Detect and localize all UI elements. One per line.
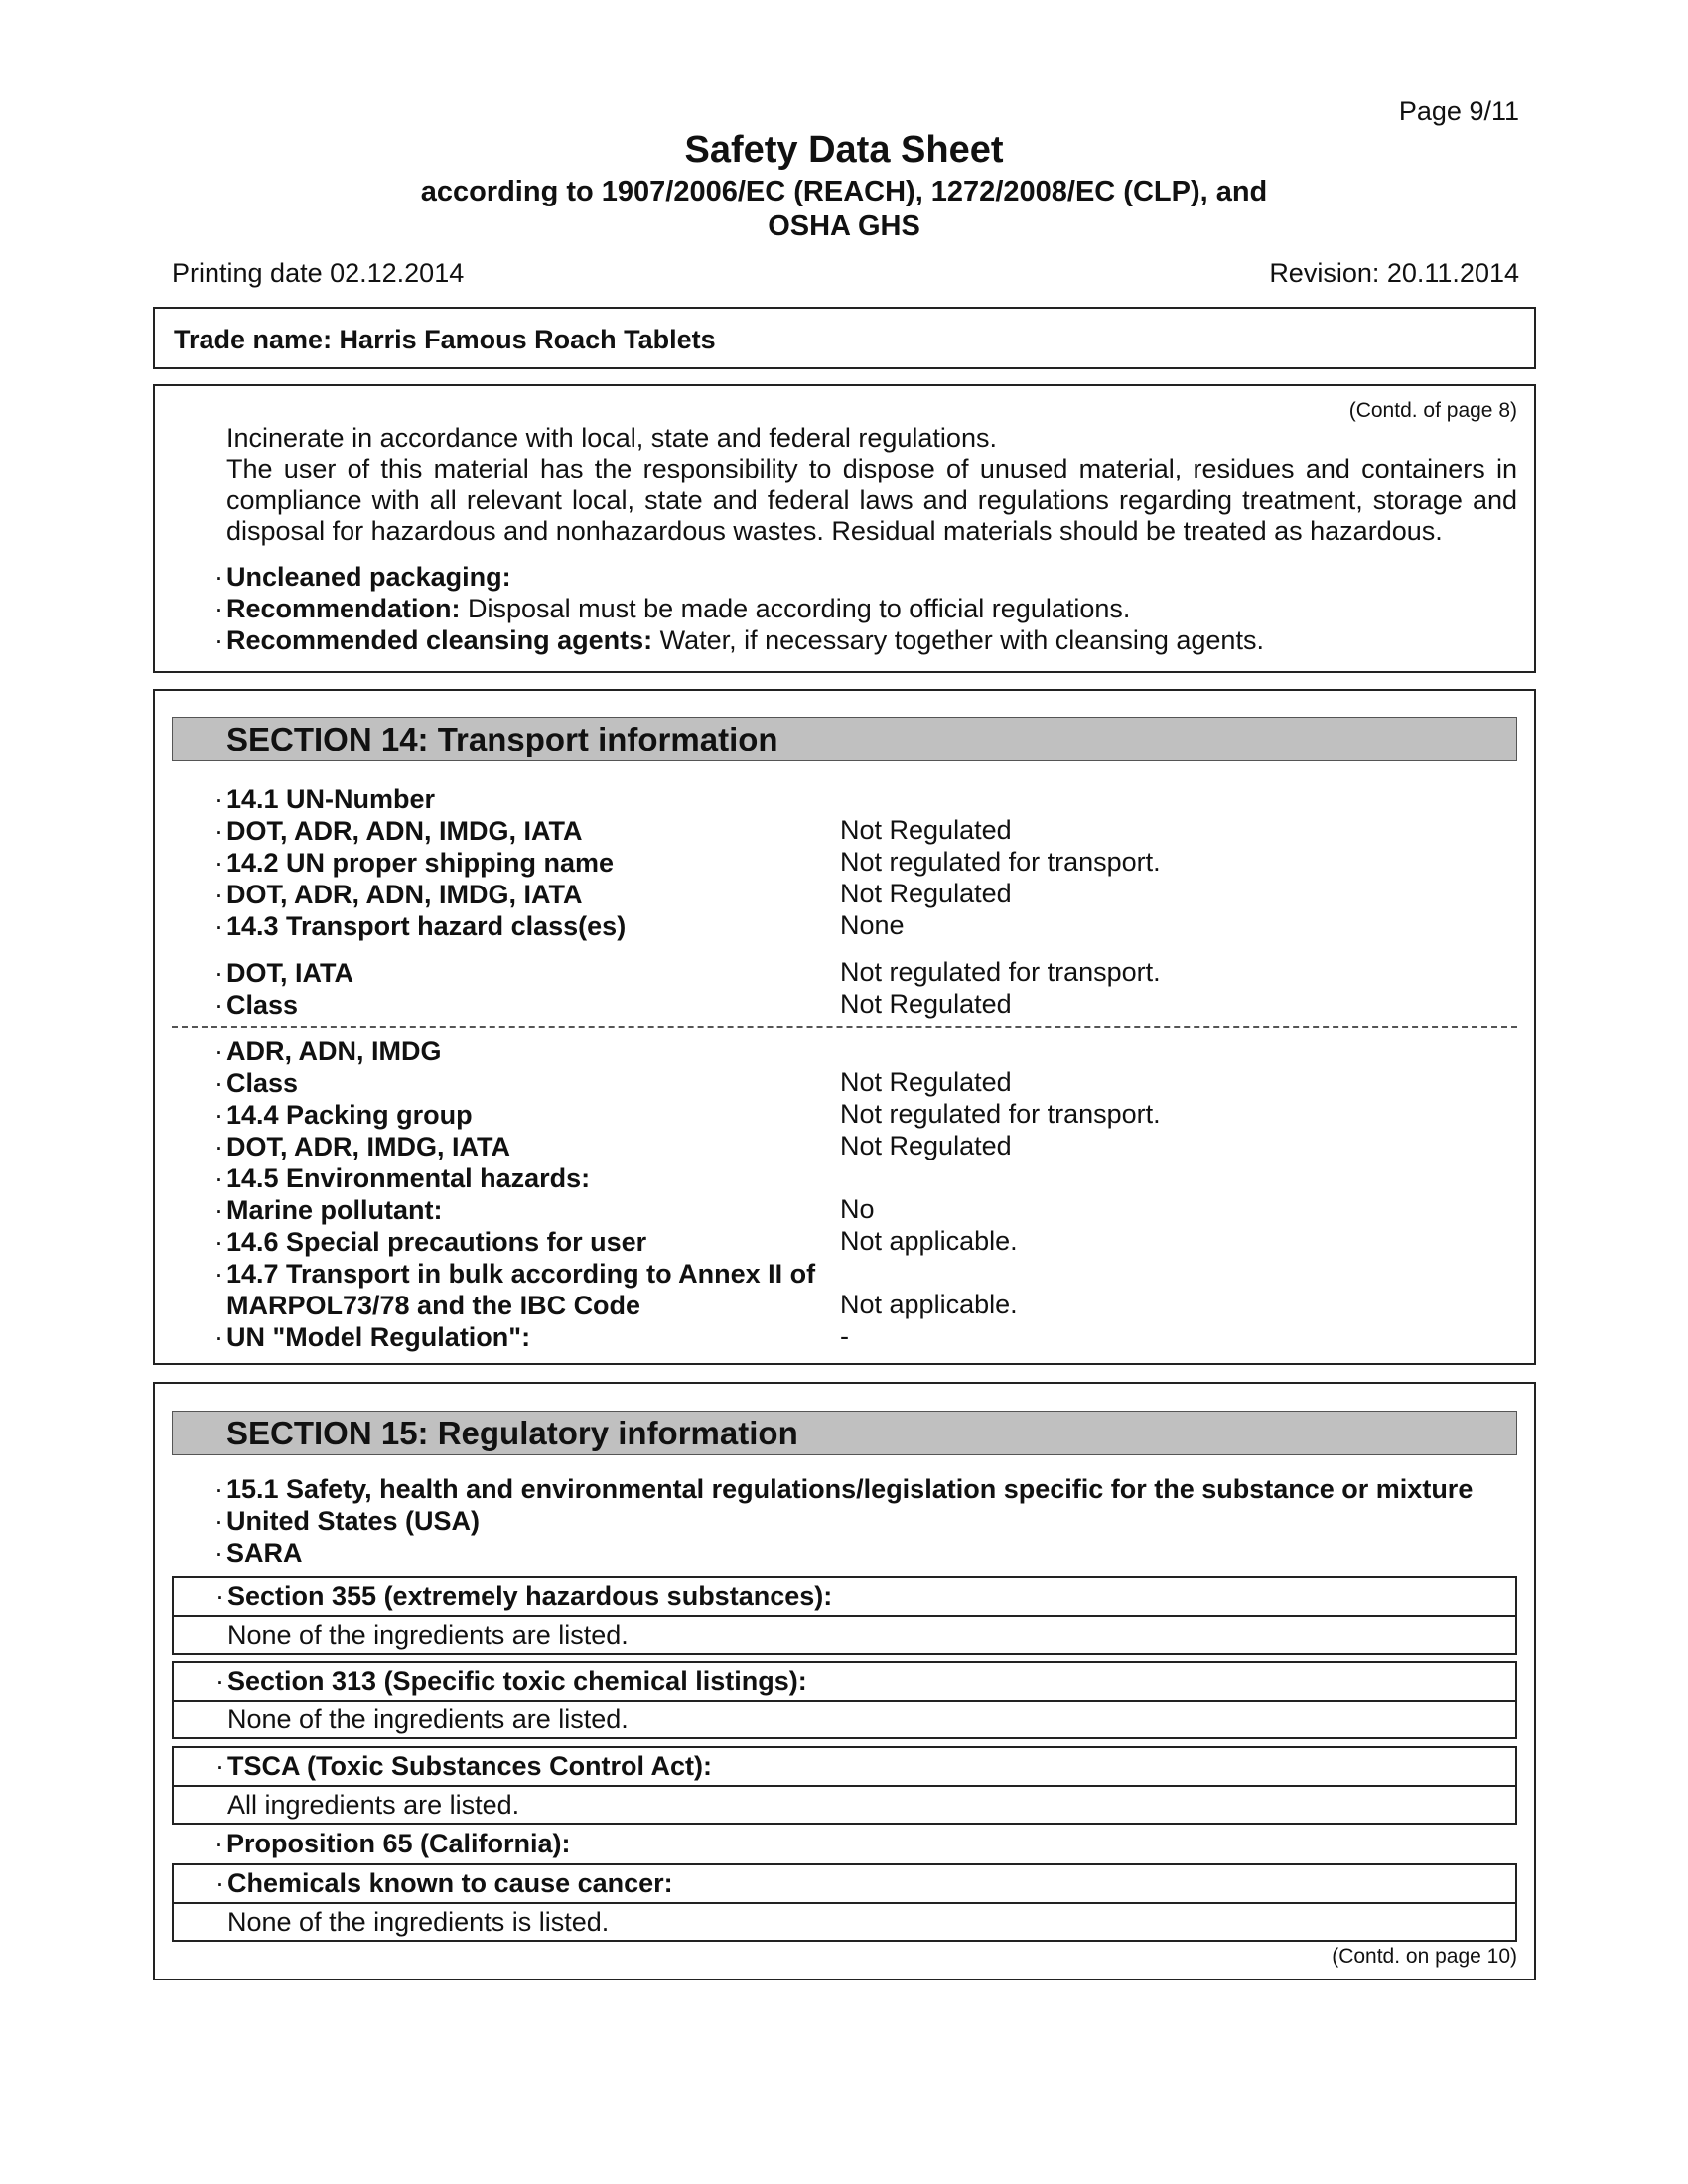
- prop65-heading: [214, 1828, 571, 1859]
- revision-date: Revision: 20.11.2014: [1269, 258, 1519, 288]
- bullet: ·: [214, 594, 223, 623]
- section-13-continuation: [153, 384, 1536, 673]
- transport-row-value: Not Regulated: [840, 1131, 1012, 1160]
- section-14-box: [153, 689, 1536, 1365]
- section-355-label: Section 355 (extremely hazardous substances):: [227, 1581, 833, 1611]
- transport-row-label: [214, 1035, 442, 1067]
- bullet: ·: [215, 1666, 224, 1696]
- transport-row-label: [226, 1290, 640, 1321]
- bullet: ·: [214, 1068, 223, 1098]
- transport-label: 14.1 UN-Number: [226, 784, 436, 814]
- transport-label: DOT, ADR, ADN, IMDG, IATA: [226, 880, 583, 909]
- contd-of-page: (Contd. of page 8): [1348, 399, 1517, 422]
- document-title: Safety Data Sheet: [684, 129, 1004, 171]
- bullet: ·: [214, 1259, 223, 1289]
- bullet: ·: [215, 1868, 224, 1898]
- tsca-box: [172, 1746, 1517, 1825]
- bullet: ·: [214, 625, 223, 655]
- section-313-value: None of the ingredients are listed.: [227, 1705, 629, 1734]
- tsca-label: TSCA (Toxic Substances Control Act):: [227, 1751, 713, 1781]
- section-15-box: [153, 1382, 1536, 1980]
- trade-name-box: [153, 307, 1536, 369]
- transport-row-label: [214, 1162, 591, 1194]
- section-313-label: Section 313 (Specific toxic chemical listings):: [227, 1666, 807, 1696]
- contd-on-page: (Contd. on page 10): [1332, 1945, 1517, 1968]
- transport-row-label: [214, 910, 627, 942]
- bullet: ·: [214, 1538, 223, 1568]
- transport-label: 14.6 Special precautions for user: [226, 1227, 647, 1257]
- disposal-text-2: The user of this material has the responsibility to dispose of unused material, residues and containers in compliance with all relevant local, state and federal laws and regulations regarding treatment, storage and disposal for hazardous and nonhazardous wastes. Residual materials should be treated as hazardous.: [226, 454, 1517, 546]
- page-number: Page 9/11: [1398, 96, 1519, 126]
- sara-heading: [214, 1537, 303, 1569]
- bullet: ·: [214, 1163, 223, 1193]
- uncleaned-label: Uncleaned packaging:: [226, 562, 511, 592]
- transport-label: 14.3 Transport hazard class(es): [226, 911, 627, 941]
- bullet: ·: [214, 1474, 223, 1504]
- transport-row-label: [214, 957, 353, 989]
- trade-name: Trade name: Harris Famous Roach Tablets: [174, 325, 716, 354]
- prop65-label: Proposition 65 (California):: [226, 1829, 571, 1858]
- document-subtitle-2: OSHA GHS: [768, 210, 920, 242]
- transport-label: 14.4 Packing group: [226, 1100, 473, 1130]
- transport-label: ADR, ADN, IMDG: [226, 1036, 442, 1066]
- transport-row-label: [214, 1321, 531, 1353]
- transport-row-value: None: [840, 910, 905, 940]
- section-15-header: SECTION 15: Regulatory information: [172, 1411, 1517, 1455]
- transport-label: DOT, IATA: [226, 958, 353, 988]
- recommendation-label: Recommendation:: [226, 594, 461, 623]
- transport-row-label: [214, 1131, 510, 1162]
- transport-label: 14.7 Transport in bulk according to Annex II of: [226, 1259, 816, 1289]
- recommendation: [214, 593, 1131, 624]
- transport-row-value: Not Regulated: [840, 1067, 1012, 1097]
- transport-label: Marine pollutant:: [226, 1195, 443, 1225]
- bullet: ·: [214, 1506, 223, 1536]
- transport-row-value: Not Regulated: [840, 989, 1012, 1019]
- recommendation-value: Disposal must be made according to official regulations.: [460, 594, 1131, 623]
- bullet: ·: [214, 562, 223, 592]
- bullet: ·: [214, 816, 223, 846]
- transport-row-label: [214, 1226, 647, 1258]
- bullet: ·: [214, 958, 223, 988]
- transport-label: Class: [226, 1068, 299, 1098]
- cancer-box: [172, 1863, 1517, 1942]
- usa-heading: [214, 1505, 481, 1537]
- transport-row-value: Not regulated for transport.: [840, 957, 1161, 987]
- transport-label: UN "Model Regulation":: [226, 1322, 531, 1352]
- transport-label: Class: [226, 990, 299, 1020]
- bullet: ·: [214, 1227, 223, 1257]
- cleansing-agents-label: Recommended cleansing agents:: [226, 625, 653, 655]
- section-355-value: None of the ingredients are listed.: [227, 1620, 629, 1650]
- transport-row-label: [214, 847, 615, 879]
- bullet: ·: [214, 911, 223, 941]
- transport-label: 14.2 UN proper shipping name: [226, 848, 615, 878]
- regulations-label: 15.1 Safety, health and environmental regulations/legislation specific for the substance or mixture: [226, 1474, 1474, 1504]
- bullet: ·: [214, 1322, 223, 1352]
- transport-row-label: [214, 989, 299, 1021]
- transport-row-label: [214, 879, 583, 910]
- tsca-value: All ingredients are listed.: [227, 1790, 520, 1820]
- transport-row-label: [214, 783, 436, 815]
- bullet: ·: [214, 1195, 223, 1225]
- transport-row-label: [214, 1258, 816, 1290]
- transport-row-label: [214, 1067, 299, 1099]
- disposal-text-1: Incinerate in accordance with local, state and federal regulations.: [226, 423, 997, 453]
- transport-row-value: No: [840, 1194, 875, 1224]
- bullet: ·: [214, 1132, 223, 1161]
- transport-row-value: Not applicable.: [840, 1226, 1018, 1256]
- transport-label: MARPOL73/78 and the IBC Code: [226, 1291, 641, 1320]
- printing-date: Printing date 02.12.2014: [172, 258, 465, 288]
- bullet: ·: [214, 1036, 223, 1066]
- transport-row-value: Not regulated for transport.: [840, 847, 1161, 877]
- transport-row-label: [214, 815, 583, 847]
- transport-row-value: -: [840, 1321, 849, 1351]
- bullet: ·: [214, 1100, 223, 1130]
- bullet: ·: [214, 880, 223, 909]
- bullet: ·: [214, 784, 223, 814]
- regulations-heading: [214, 1473, 1474, 1505]
- bullet: ·: [215, 1581, 224, 1611]
- section-14-header: SECTION 14: Transport information: [172, 717, 1517, 761]
- cancer-label: Chemicals known to cause cancer:: [227, 1868, 673, 1898]
- transport-label: 14.5 Environmental hazards:: [226, 1163, 591, 1193]
- document-subtitle: according to 1907/2006/EC (REACH), 1272/2008/EC (CLP), and: [420, 176, 1268, 207]
- transport-row-value: Not applicable.: [840, 1290, 1018, 1319]
- section-313-box: [172, 1661, 1517, 1739]
- bullet: ·: [214, 848, 223, 878]
- divider: [172, 1026, 1517, 1028]
- bullet: ·: [214, 990, 223, 1020]
- section-355-box: [172, 1576, 1517, 1655]
- usa-label: United States (USA): [226, 1506, 481, 1536]
- bullet: ·: [215, 1751, 224, 1781]
- transport-row-label: [214, 1194, 443, 1226]
- uncleaned-packaging: [214, 561, 511, 593]
- transport-row-value: Not regulated for transport.: [840, 1099, 1161, 1129]
- sara-label: SARA: [226, 1538, 303, 1568]
- bullet: ·: [214, 1829, 223, 1858]
- cleansing-agents: [214, 624, 1264, 656]
- transport-label: DOT, ADR, IMDG, IATA: [226, 1132, 510, 1161]
- cleansing-agents-value: Water, if necessary together with cleansing agents.: [652, 625, 1264, 655]
- transport-row-label: [214, 1099, 473, 1131]
- transport-row-value: Not Regulated: [840, 879, 1012, 908]
- cancer-value: None of the ingredients is listed.: [227, 1907, 610, 1937]
- transport-label: DOT, ADR, ADN, IMDG, IATA: [226, 816, 583, 846]
- transport-row-value: Not Regulated: [840, 815, 1012, 845]
